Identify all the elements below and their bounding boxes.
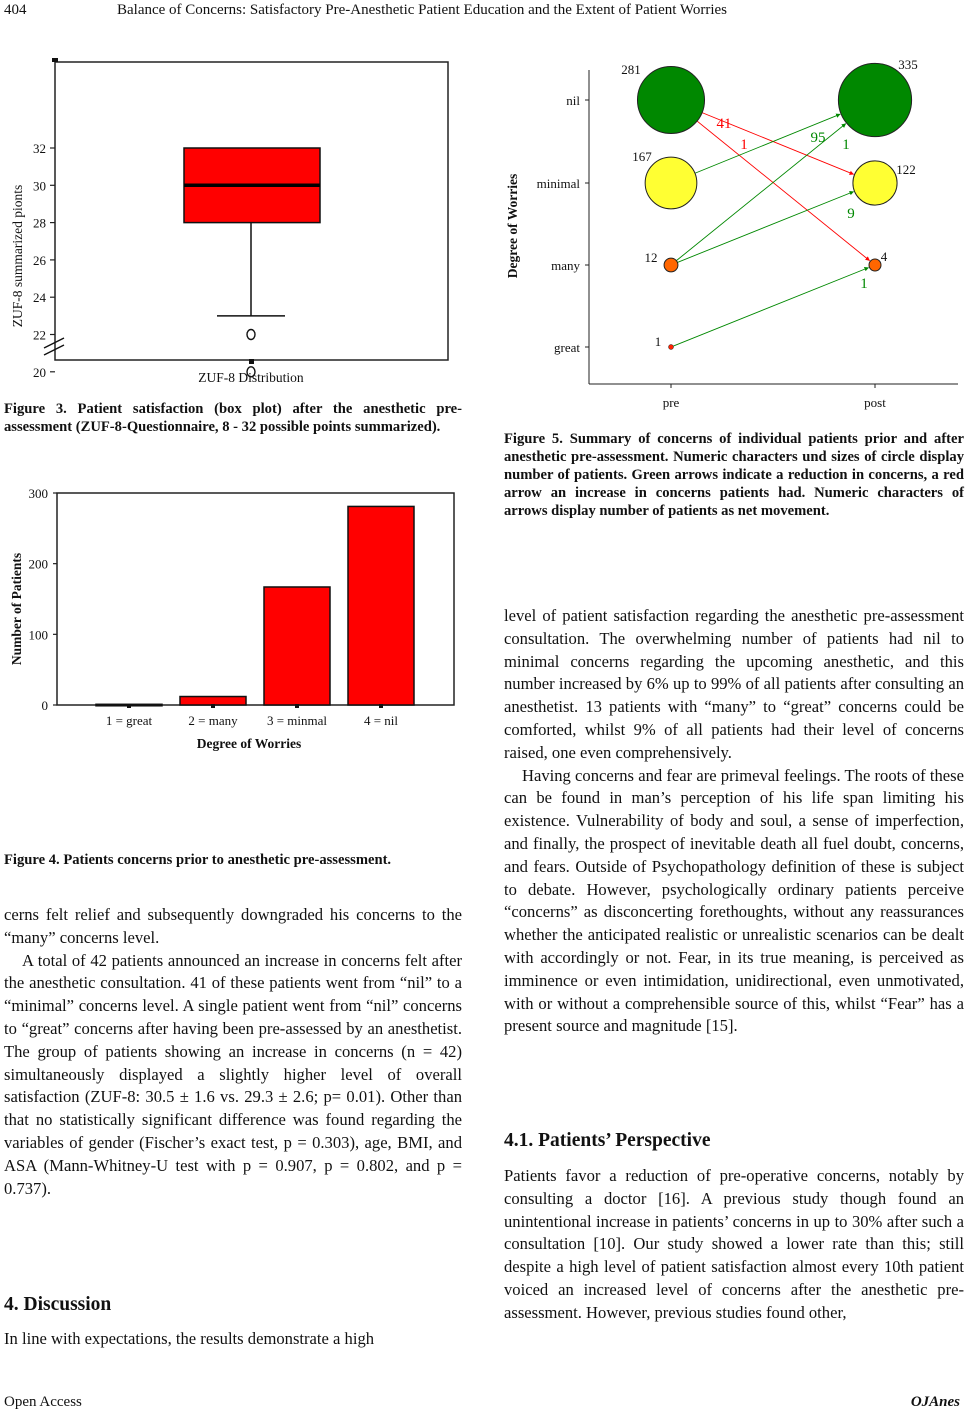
figure5-circle [637, 66, 704, 133]
left-paragraph-1: cerns felt relief and subsequently downgraded his concerns to the “many” concerns level. [4, 905, 462, 947]
figure5-arrow-label: 9 [847, 206, 855, 222]
figure5-circle [664, 258, 678, 272]
running-title: Balance of Concerns: Satisfactory Pre-Anesthetic Patient Education and the Extent of Patient Worries [117, 2, 728, 18]
figure5-circle-label: 1 [654, 334, 662, 349]
left-paragraph-3: In line with expectations, the results demonstrate a high [4, 1329, 375, 1348]
figure4-bar [264, 587, 330, 705]
figure3-y-axis-label: ZUF-8 summarized pionts [10, 184, 25, 328]
figure4-x-tick-mark [127, 704, 131, 708]
figure4-y-tick-label: 200 [28, 556, 48, 572]
figure5-arrow-label: 1 [860, 276, 868, 292]
figure5-circle-label: 335 [898, 57, 918, 72]
figure4-x-tick-mark [295, 704, 299, 708]
figure5-arrow-label: 1 [842, 137, 850, 153]
figure5-concerns-chart [500, 50, 967, 420]
figure3-y-tick-label: 30 [33, 178, 46, 194]
figure5-circle-label: 167 [632, 149, 652, 164]
figure5-circle [669, 345, 674, 350]
figure4-y-tick-label: 0 [41, 698, 48, 713]
figure3-outlier [247, 330, 255, 340]
figure5-x-tick-label: post [864, 395, 886, 410]
figure5-y-tick-label: great [554, 340, 580, 355]
figure4-x-tick-label: 4 = nil [363, 713, 399, 728]
page-number: 404 [4, 2, 27, 18]
figure5-arrow-label: 41 [716, 116, 732, 132]
figure4-caption: Figure 4. Patients concerns prior to anesthetic pre-assessment. [4, 852, 392, 868]
figure5-circle [838, 63, 911, 136]
figure3-boxplot [0, 50, 470, 390]
right-paragraph-3: Patients favor a reduction of pre-operative concerns, notably by consulting a doctor [16]. A previous study though found an unintentional increase in patients’ concerns in up to 30% after such a consultation [10]. Our study showed a lower rate than this; still despite a high level of patient satisfaction almost every 10th patient voiced an increased level of concerns after the anesthetic pre-assessment. However, previous studies found other, [504, 1166, 964, 1322]
figure3-y-tick-label: 32 [33, 141, 46, 156]
figure5-arrow [677, 192, 853, 263]
figure4-bar [348, 506, 414, 705]
figure5-circle [853, 161, 897, 205]
section-heading-patients-perspective: 4.1. Patients’ Perspective [504, 1130, 711, 1151]
figure4-bar-chart [0, 480, 470, 840]
figure3-caption: Figure 3. Patient satisfaction (box plot) after the anesthetic pre-assessment (ZUF-8-Questionnaire, 8 - 32 possible points summarized). [4, 401, 462, 435]
figure5-circle [645, 157, 697, 209]
figure4-y-axis-label: Number of Patients [9, 552, 24, 666]
right-paragraph-1: level of patient satisfaction regarding the anesthetic pre-assessment consultation. The overwhelming number of patients had nil to minimal concerns regarding the upcoming anesthetic, and this number increased by 6% up to 99% of all patients after consulting an anesthetist. 13 patients with “many” to “great” concerns could be comforted, whilst 9% of all patients had their level of concerns raised, one even comprehensively. [504, 606, 964, 762]
left-paragraph-2: A total of 42 patients announced an increase in concerns felt after the anesthetic consultation. 41 of these patients went from “nil” to a “minimal” concerns level. A single patient went from “nil” concerns to “great” concerns after having been pre-assessed by an anesthetist. The group of patients showing an increase in concerns (n = 42) simultaneously displayed a slightly higher level of overall satisfaction (ZUF-8: 30.5 ± 1.6 vs. 29.3 ± 2.6; p= 0.01). Other than that no statistically significant difference was found regarding the variables of gender (Fischer’s exact test, p = 0.303), age, BMI, and ASA (Mann-Whitney-U test with p = 0.907, p = 0.802, and p = 0.737). [4, 950, 462, 1198]
figure4-y-tick-label: 300 [28, 486, 48, 501]
figure5-y-tick-label: minimal [536, 176, 580, 191]
figure4-bar [180, 697, 246, 705]
figure4-x-tick-label: 3 = minmal [266, 713, 328, 728]
figure3-y-tick-label: 28 [33, 215, 46, 231]
figure5-circle-label: 4 [880, 249, 888, 264]
figure5-y-tick-label: many [551, 258, 580, 273]
figure5-arrow [676, 124, 845, 261]
figure3-y-tick-label: 20 [33, 364, 46, 380]
figure5-y-axis-label: Degree of Worries [505, 173, 520, 279]
figure4-x-tick-mark [211, 704, 215, 708]
right-column-text [504, 605, 964, 1038]
footer-open-access: Open Access [4, 1394, 82, 1410]
figure3-x-axis-label: ZUF-8 Distribution [198, 370, 304, 385]
figure5-circle-label: 12 [644, 250, 658, 265]
figure5-y-tick-label: nil [566, 93, 580, 108]
footer-journal: OJAnes [910, 1394, 960, 1410]
figure5-arrow-label: 95 [810, 130, 826, 146]
section-heading-discussion: 4. Discussion [4, 1294, 112, 1315]
left-column-text [4, 904, 462, 1200]
figure3-x-tick-mark [249, 359, 254, 364]
figure3-y-tick-label: 22 [33, 327, 46, 343]
figure4-y-tick-label: 100 [28, 627, 48, 643]
figure5-arrow-label: 1 [740, 137, 748, 153]
figure5-circle-label: 281 [621, 62, 641, 77]
figure3-y-tick-label: 24 [33, 290, 46, 306]
figure5-circle-label: 122 [896, 162, 916, 177]
figure4-x-axis-label: Degree of Worries [196, 736, 302, 751]
figure4-x-tick-mark [379, 704, 383, 708]
figure3-y-tick-label: 26 [33, 252, 46, 268]
right-paragraph-2: Having concerns and fear are primeval feelings. The roots of these can be found in man’s perception of his life span limiting his existence. Vulnerability of body and soul, a sense of imperfection, and finally, the prospect of inevitable death all fuel doubt, concerns, and fears. Outside of Psychopathology definition of these is subject to debate. However, psychologically ordinary patients perceive “concerns” as disconcerting forethoughts, without any reassurances whether the anticipated realistic or unrealistic scenarios can be dealt with accordingly or not. Fear, in its true meaning, is perceived as imminence or even intimidation, unidirectional, even unmotivated, with or without a comprehensible source of this, whilst “Fear” has a present source and magnitude [15]. [504, 765, 964, 1036]
figure3-axis-end-mark [52, 58, 58, 62]
figure5-arrow [673, 268, 868, 346]
figure5-x-tick-label: pre [662, 395, 680, 410]
figure4-x-tick-label: 1 = great [105, 713, 153, 728]
figure5-caption: Figure 5. Summary of concerns of individual patients prior and after anesthetic pre-assessment. Numeric characters und sizes of circle display number of patients. Green arrows indicate a reduction in concerns, a red arrow an increase in concerns patients had. Numeric characters of arrows display number of patients as net movement. [504, 431, 964, 519]
figure5-circle [869, 259, 881, 271]
figure4-x-tick-label: 2 = many [188, 713, 238, 728]
